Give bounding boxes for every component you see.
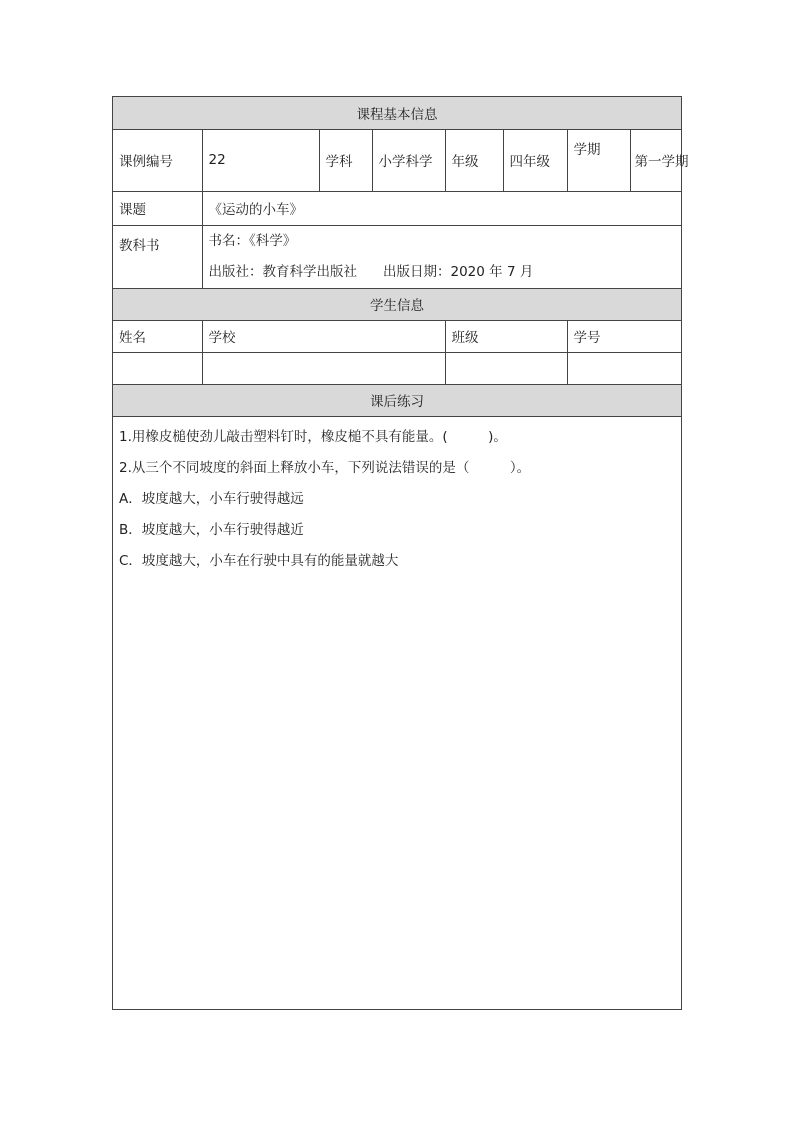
subject-value: 小学科学 [372,129,445,191]
textbook-label: 教科书 [113,225,202,288]
exercise-option-a: A．坡度越大，小车行驶得越远 [119,491,304,507]
exercise-question-1: 1.用橡皮槌使劲儿敲击塑料钉时，橡皮槌不具有能量。( )。 [119,429,507,445]
info-table [113,97,689,417]
exercise-option-c: C．坡度越大，小车在行驶中具有的能量就越大 [119,553,399,569]
exercise-header: 课后练习 [113,384,681,416]
term-label: 学期 [567,129,630,191]
book-name: 书名：《科学》 [208,232,297,249]
publisher-line [209,257,676,288]
exercise-area [113,416,681,577]
student-info-header: 学生信息 [113,288,681,320]
class-label: 班级 [445,320,567,352]
student-id-label: 学号 [567,320,681,352]
grade-value: 四年级 [503,129,567,191]
topic-label: 课题 [113,191,202,225]
exercise-question-2: 2.从三个不同坡度的斜面上释放小车，下列说法错误的是（ ）。 [119,460,531,476]
publish-date: 出版日期：2020 年 7 月 [383,263,534,280]
school-field[interactable] [202,352,445,384]
name-field[interactable] [113,352,202,384]
exercise-option-b: B．坡度越大，小车行驶得越近 [119,522,304,538]
name-label: 姓名 [113,320,202,352]
lesson-sheet [112,96,689,1010]
school-label: 学校 [202,320,445,352]
class-field[interactable] [445,352,567,384]
term-value: 第一学期 [630,129,681,191]
grade-label: 年级 [445,129,503,191]
basic-info-header: 课程基本信息 [113,97,681,129]
student-id-field[interactable] [567,352,681,384]
subject-label: 学科 [319,129,372,191]
case-no-value: 22 [202,129,319,191]
case-no-label: 课例编号 [113,129,202,191]
topic-value: 《运动的小车》 [202,191,681,225]
textbook-details [202,225,681,288]
publisher: 出版社：教育科学出版社 [208,263,357,280]
